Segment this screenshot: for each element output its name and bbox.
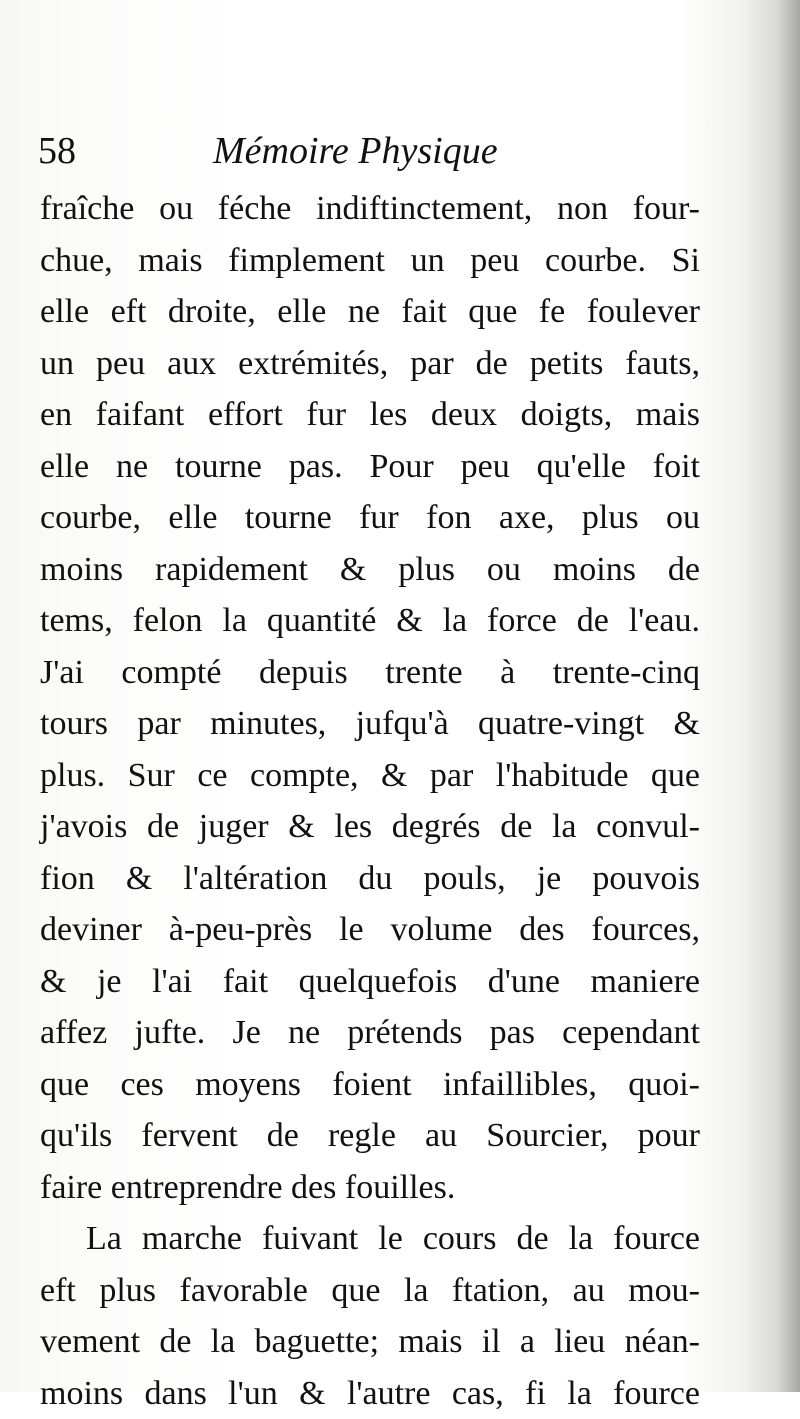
text-line: deviner à-peu-près le volume des fources, — [40, 904, 700, 956]
text-line: que ces moyens foient infaillibles, quoi- — [40, 1059, 700, 1111]
page-edge-shadow — [778, 0, 800, 1392]
text-line: moins rapidement & plus ou moins de — [40, 544, 700, 596]
text-line: fion & l'altération du pouls, je pouvois — [40, 853, 700, 905]
text-line: fraîche ou féche indiftinctement, non four- — [40, 183, 700, 235]
text-line: plus. Sur ce compte, & par l'habitude que — [40, 750, 700, 802]
page-header — [38, 128, 698, 178]
text-line: elle ne tourne pas. Pour peu qu'elle foit — [40, 441, 700, 493]
text-line: vement de la baguette; mais il a lieu néan- — [40, 1316, 700, 1368]
text-line: J'ai compté depuis trente à trente-cinq — [40, 647, 700, 699]
paragraph-last-line: faire entreprendre des fouilles. — [40, 1162, 700, 1214]
running-title: Mémoire Physique — [213, 128, 498, 174]
text-line: qu'ils fervent de regle au Sourcier, pour — [40, 1110, 700, 1162]
text-line: & je l'ai fait quelquefois d'une maniere — [40, 956, 700, 1008]
text-line: elle eft droite, elle ne fait que fe foulever — [40, 286, 700, 338]
text-line: affez jufte. Je ne prétends pas cependant — [40, 1007, 700, 1059]
page-number: 58 — [38, 128, 76, 174]
text-line: chue, mais fimplement un peu courbe. Si — [40, 235, 700, 287]
text-line: un peu aux extrémités, par de petits fauts, — [40, 338, 700, 390]
text-line: tems, felon la quantité & la force de l'eau. — [40, 595, 700, 647]
body-text — [40, 183, 700, 1419]
text-line: moins dans l'un & l'autre cas, fi la fource — [40, 1368, 700, 1419]
text-line: en faifant effort fur les deux doigts, mais — [40, 389, 700, 441]
text-line: tours par minutes, jufqu'à quatre-vingt & — [40, 698, 700, 750]
paragraph-first-line: La marche fuivant le cours de la fource — [40, 1213, 700, 1265]
text-line: eft plus favorable que la ftation, au mou- — [40, 1265, 700, 1317]
text-line: j'avois de juger & les degrés de la convul- — [40, 801, 700, 853]
text-line: courbe, elle tourne fur fon axe, plus ou — [40, 492, 700, 544]
